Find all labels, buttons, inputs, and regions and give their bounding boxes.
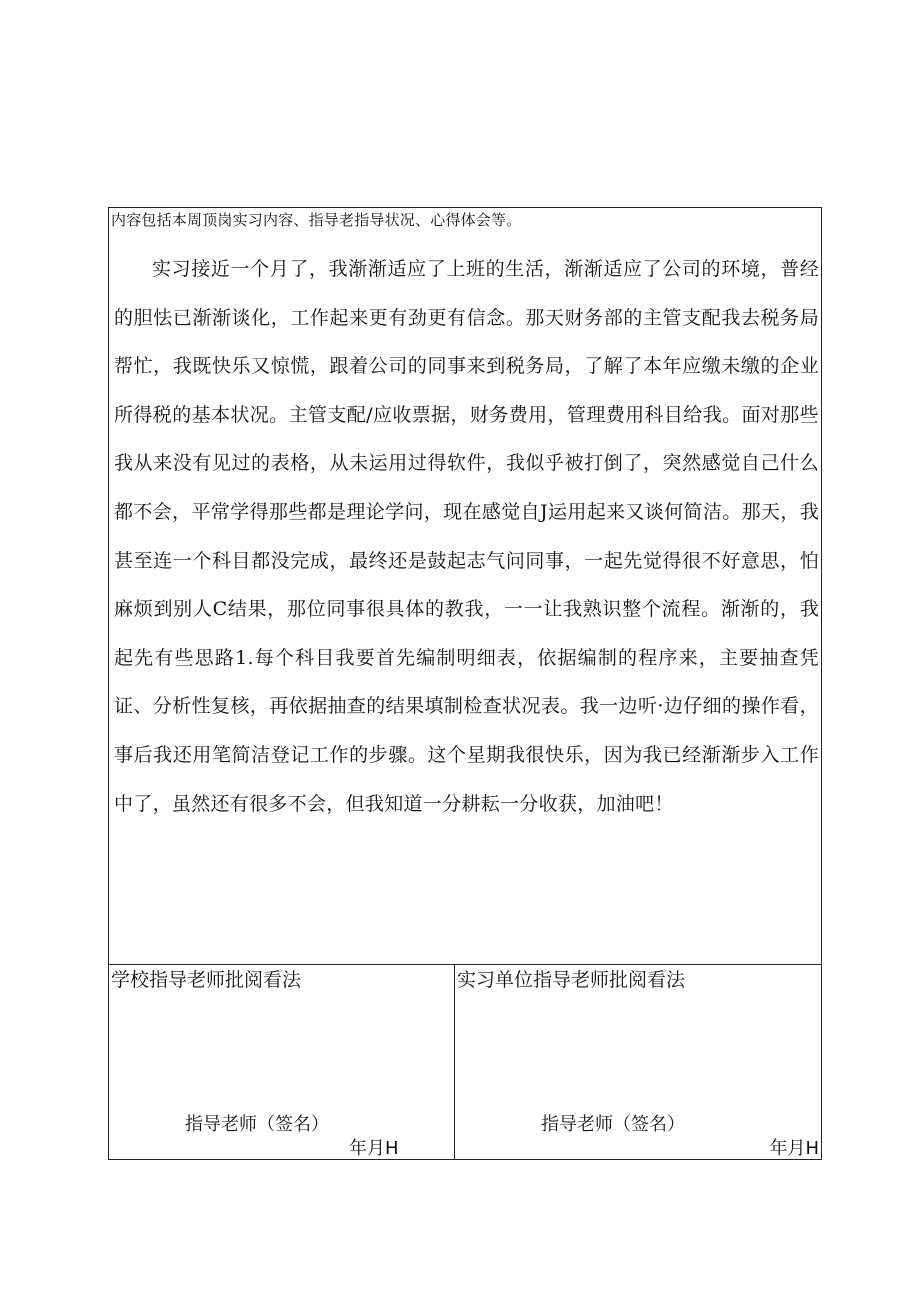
school-date-label: 年月H [349,1138,399,1159]
unit-date-label: 年月H [769,1138,819,1159]
internship-report-form [108,207,822,1160]
content-body-text: 实习接近一个月了，我渐渐适应了上班的生活，渐渐适应了公司的环境，普经的胆怯已渐渐谈化，工作起来更有劲更有信念。那天财务部的主管支配我去税务局帮忙，我既快乐又惊慌，跟着公司的同事来到税务局，了解了本年应缴未缴的企业所得税的基本状况。主管支配/应收票据，财务费用，管理费用科目给我。面对那些我从来没有见过的表格，从未运用过得软件，我似乎被打倒了，突然感觉自己什么都不会，平常学得那些都是理论学问，现在感觉自J运用起来又谈何简洁。那天，我甚至连一个科目都没完成，最终还是鼓起志气问同事，一起先觉得很不好意思，怕麻烦到别人C结果，那位同事很具体的教我，一一让我熟识整个流程。渐渐的，我起先有些思路1.每个科目我要首先编制明细表，依据编制的程序来，主要抽查凭证、分析性复核，再依据抽查的结果填制检查状况表。我一边听·边仔细的操作看，事后我还用笔简洁登记工作的步骤。这个星期我很快乐，因为我已经渐渐步入工作中了，虽然还有很多不会，但我知道一分耕耘一分收获，加油吧！ [114,258,819,815]
content-instructions: 内容包括本周顶岗实习内容、指导老指导状况、心得体会等。 [111,211,522,229]
unit-review-cell [455,965,821,1159]
unit-review-heading: 实习单位指导老师批阅看法 [457,969,686,991]
weekly-content-cell [109,208,821,965]
unit-signature-label: 指导老师（签名） [541,1114,685,1135]
school-signature-label: 指导老师（签名） [185,1114,329,1135]
school-review-cell [109,965,455,1159]
school-review-heading: 学校指导老师批阅看法 [111,969,302,991]
review-row [109,965,821,1159]
